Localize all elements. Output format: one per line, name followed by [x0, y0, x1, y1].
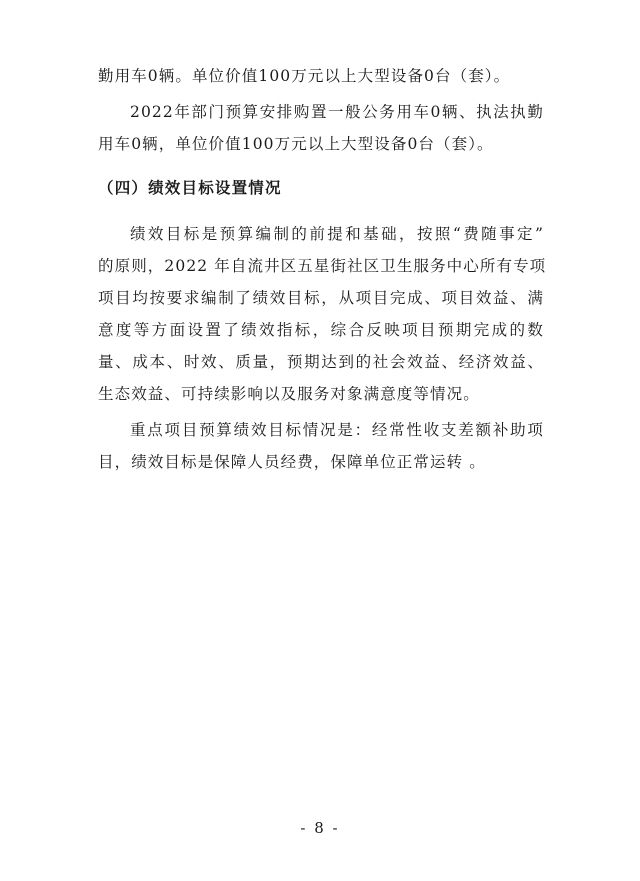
text-line: 勤用车0辆。单位价值100万元以上大型设备0台（套）。: [98, 67, 511, 85]
text-line: 的原则，2022 年自流井区五星街社区卫生服务中心所有专项: [98, 257, 547, 275]
text-line: 意度等方面设置了绩效指标，综合反映项目预期完成的数: [98, 321, 544, 339]
section-heading: （四）绩效目标设置情况: [98, 179, 282, 197]
text-line: 绩效目标是预算编制的前提和基础，按照“费随事定”: [130, 225, 544, 243]
text-line: 生态效益、可持续影响以及服务对象满意度等情况。: [98, 385, 480, 403]
text-line: 2022年部门预算安排购置一般公务用车0辆、执法执勤: [130, 103, 544, 121]
text-line: 项目均按要求编制了绩效目标，从项目完成、项目效益、满: [98, 289, 544, 307]
text-line: 重点项目预算绩效目标情况是：经常性收支差额补助项: [130, 421, 544, 439]
text-line: 量、成本、时效、质量，预期达到的社会效益、经济效益、: [98, 353, 544, 371]
text-line: 用车0辆，单位价值100万元以上大型设备0台（套）。: [98, 135, 494, 153]
page-number: - 8 -: [300, 819, 340, 837]
text-line: 目，绩效目标是保障人员经费，保障单位正常运转 。: [98, 453, 486, 471]
